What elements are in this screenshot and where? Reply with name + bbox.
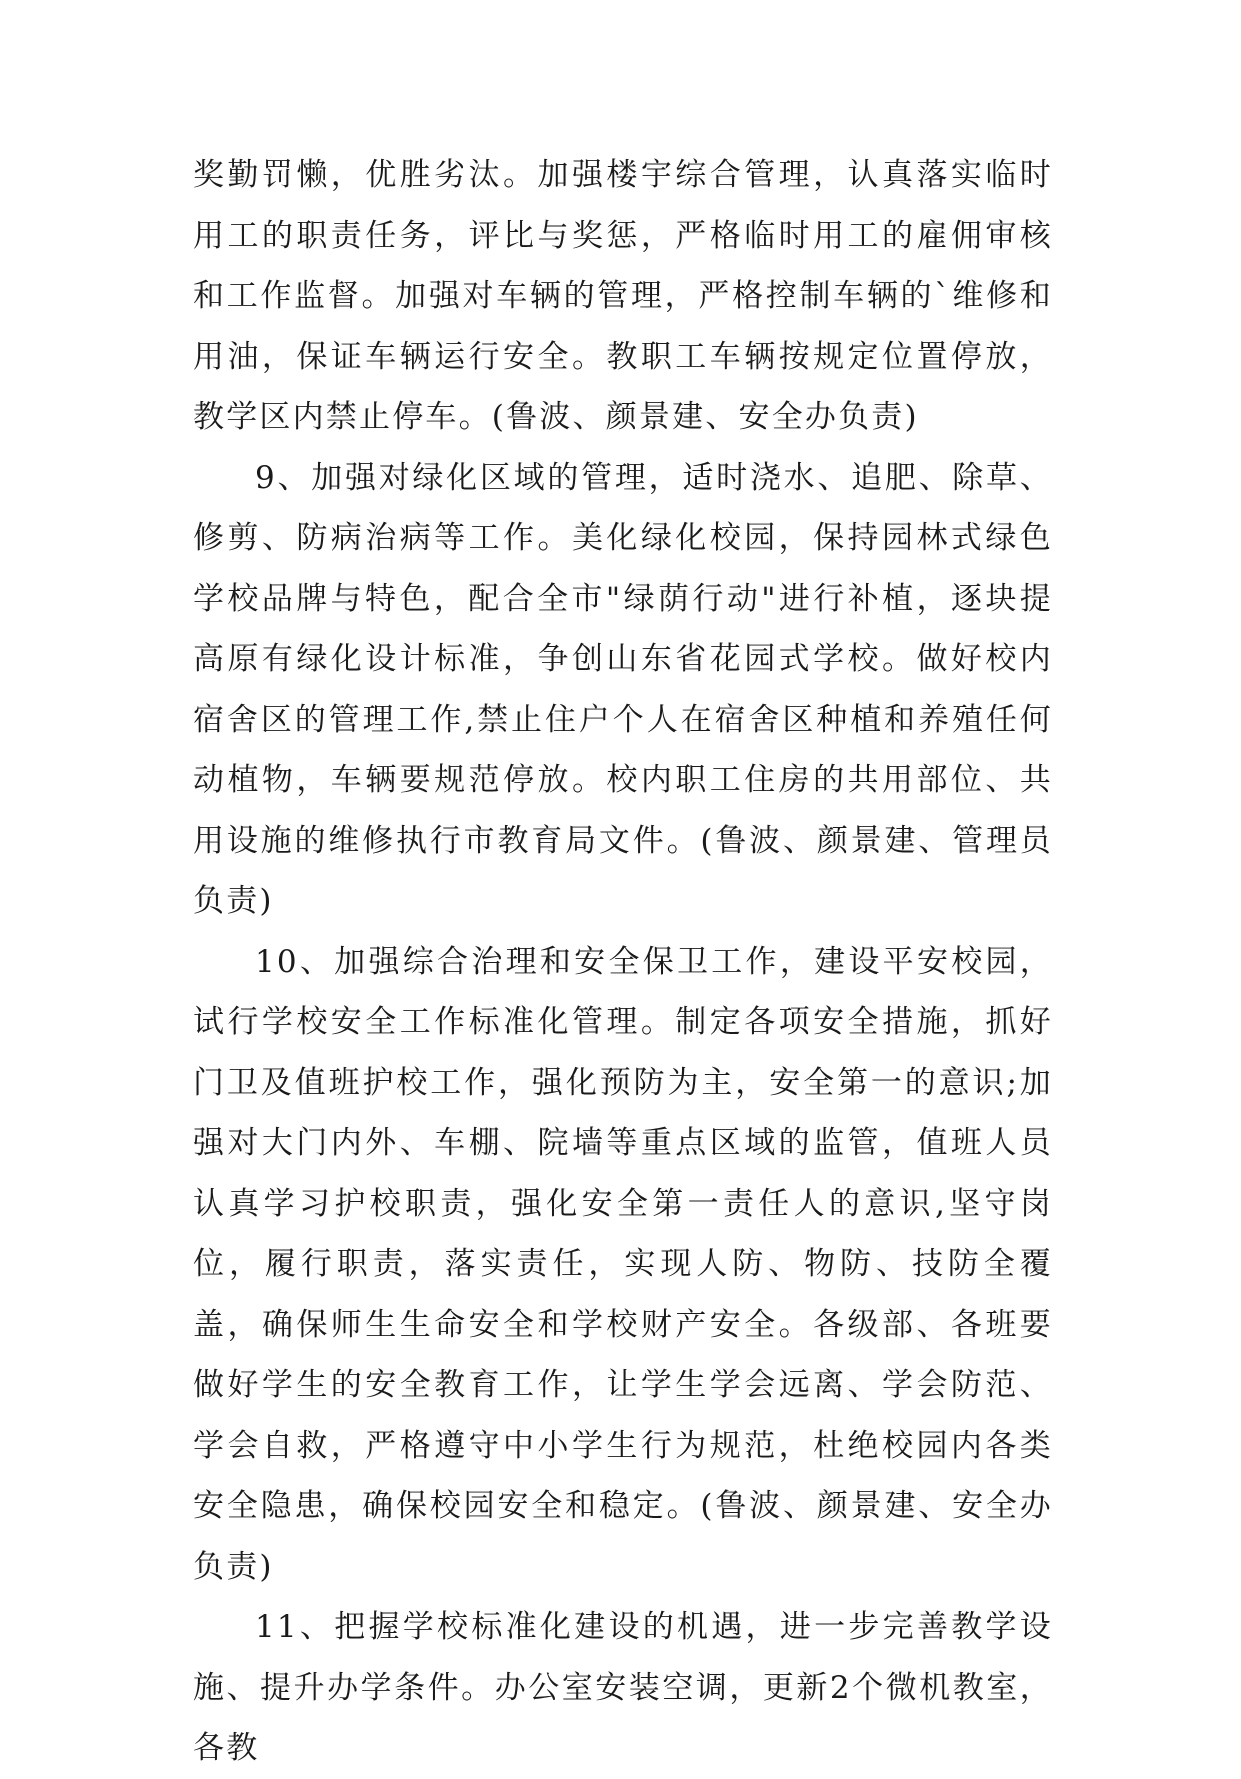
paragraph-item-10: 10、加强综合治理和安全保卫工作，建设平安校园，试行学校安全工作标准化管理。制定各项安全措施，抓好门卫及值班护校工作，强化预防为主，安全第一的意识;加强对大门内外、车棚、院墙等重点区域的监管，值班人员认真学习护校职责，强化安全第一责任人的意识,坚守岗位，履行职责，落实责任，实现人防、物防、技防全覆盖，确保师生生命安全和学校财产安全。各级部、各班要做好学生的安全教育工作，让学生学会远离、学会防范、学会自救，严格遵守中小学生行为规范，杜绝校园内各类安全隐患，确保校园安全和稳定。(鲁波、颜景建、安全办负责) (193, 943, 1053, 1585)
paragraph-item-11: 11、把握学校标准化建设的机遇，进一步完善教学设施、提升办学条件。办公室安装空调，更新2个微机教室，各教 (193, 1609, 1053, 1766)
paragraph-continuation: 奖勤罚懒，优胜劣汰。加强楼宇综合管理，认真落实临时用工的职责任务，评比与奖惩，严格临时用工的雇佣审核和工作监督。加强对车辆的管理，严格控制车辆的`维修和用油，保证车辆运行安全。教职工车辆按规定位置停放，教学区内禁止停车。(鲁波、颜景建、安全办负责) (193, 157, 1053, 435)
paragraph-item-9: 9、加强对绿化区域的管理，适时浇水、追肥、除草、修剪、防病治病等工作。美化绿化校园，保持园林式绿色学校品牌与特色，配合全市"绿荫行动"进行补植，逐块提高原有绿化设计标准，争创山东省花园式学校。做好校内宿舍区的管理工作,禁止住户个人在宿舍区种植和养殖任何动植物，车辆要规范停放。校内职工住房的共用部位、共用设施的维修执行市教育局文件。(鲁波、颜景建、管理员负责) (193, 459, 1053, 919)
document-body (193, 145, 1053, 1779)
